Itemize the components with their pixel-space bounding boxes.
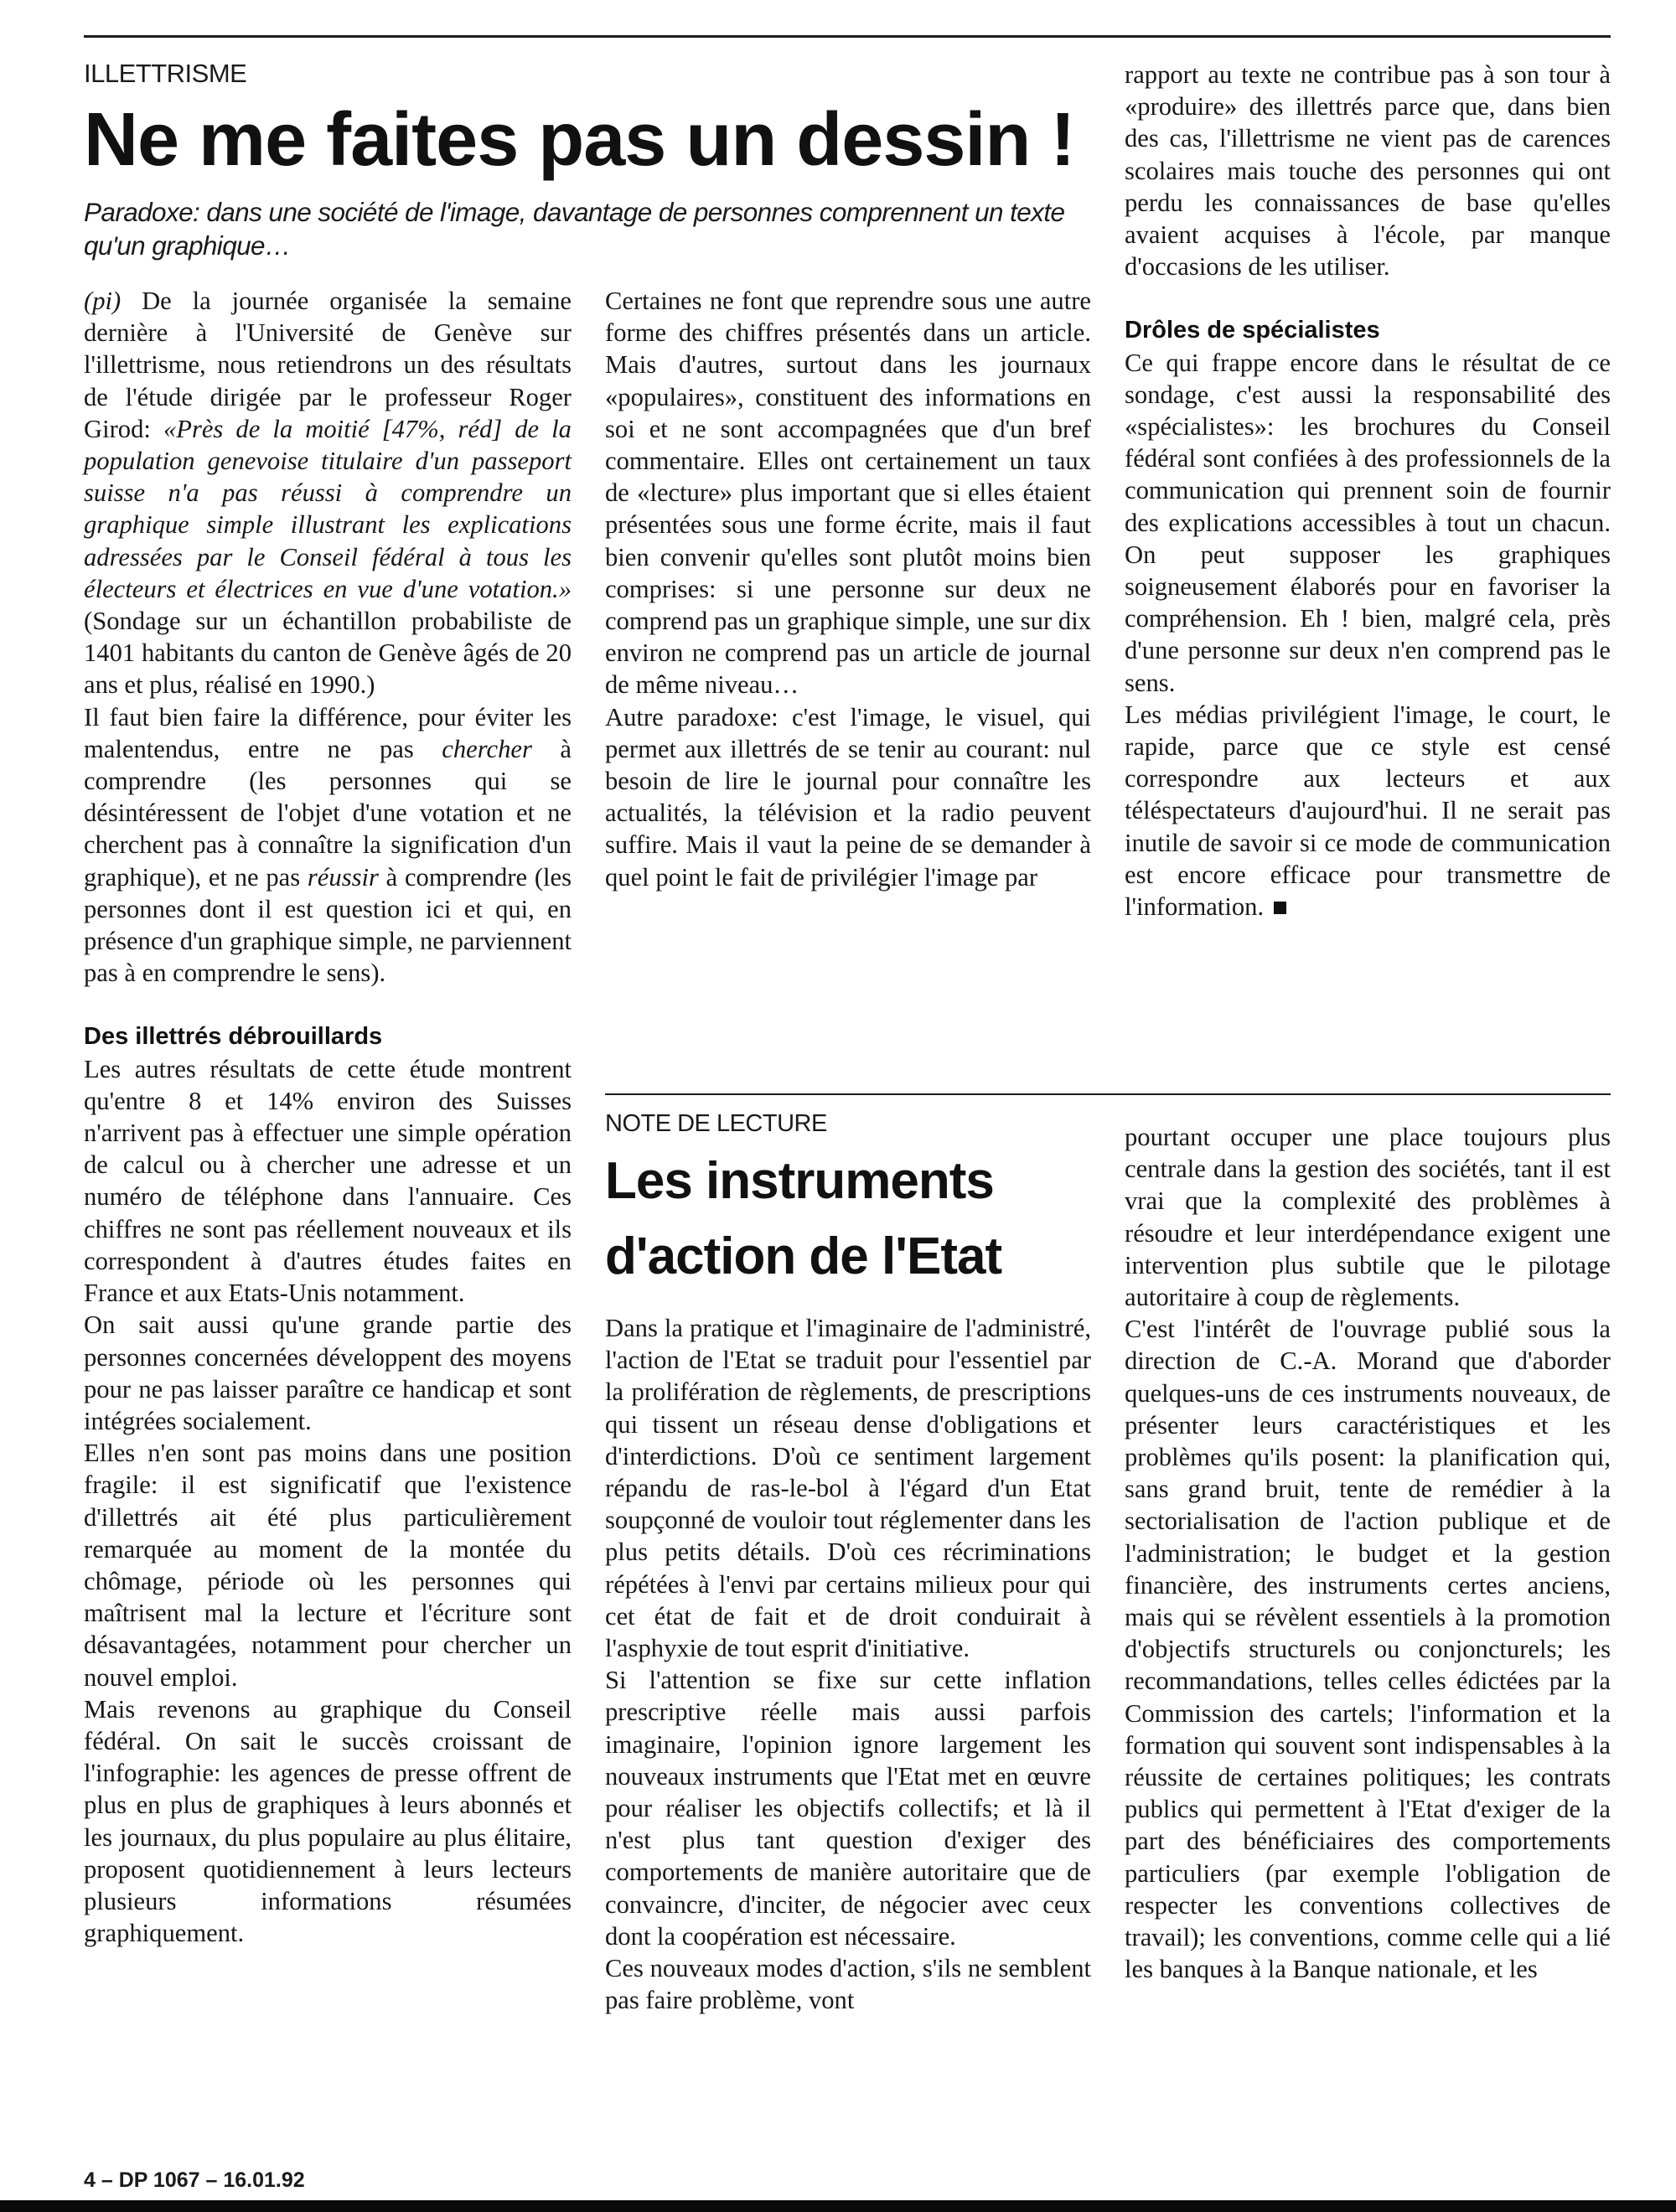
article2-title: Les instruments d'action de l'Etat: [605, 1152, 1002, 1285]
article2-kicker: NOTE DE LECTURE: [605, 1110, 827, 1137]
article1-column-3: [1125, 59, 1611, 923]
article1-col3-paragraph-2: Ce qui frappe encore dans le résultat de ce sondage, c'est aussi la responsabilité des «spécialistes»: les brochures du Conseil fédéral sont confiées à des professionnels de la communication qui prennent soin de fournir des explications accessibles à tout un chacun. On peut supposer les graphiques soigneusement élaborés pour en favoriser la compréhension. Eh ! bien, malgré cela, près d'une personne sur deux n'en comprend pas le sens.: [1125, 348, 1611, 697]
article1-title: Ne me faites pas un dessin !: [84, 98, 1075, 182]
article1-col3-paragraph-3: Les médias privilégient l'image, le court, le rapide, parce que ce style est censé correspondre aux lecteurs et aux téléspectateurs d'aujourd'hui. Il ne serait pas inutile de savoir si ce mode de communication est encore efficace pour transmettre de l'information.: [1125, 700, 1611, 922]
article1-col3-paragraph-1: rapport au texte ne contribue pas à son tour à «produire» des illettrés parce que, dans bien des cas, l'illettrisme ne vient pas de carences scolaires mais touche des personnes qui ont perdu les connaissances de base qu'elles avaient acquises à l'école, par manque d'occasions de les utiliser.: [1125, 60, 1611, 282]
subhead-droles-de-specialistes: Drôles de spécialistes: [1125, 317, 1380, 344]
article1-col1-paragraph-5: Elles n'en sont pas moins dans une position fragile: il est significatif que l'existence d'illettrés ait été plus particulièrement remarquée au moment de la montée du chômage, période où les personnes qui maîtrisent mal la lecture et l'écriture sont désavantagées, notamment pour chercher un nouvel emploi.: [84, 1439, 572, 1692]
article2-column-2: [605, 1312, 1091, 2016]
article2-col3-paragraph-2: C'est l'intérêt de l'ouvrage publié sous la direction de C.-A. Morand que d'aborder quelques-uns de ces instruments nouveaux, de présenter leurs caractéristiques et les problèmes qu'ils posent: la planification qui, sans grand bruit, tente de remédier à la sectorialisation de l'action publique et de l'administration; le budget et la gestion financière, des instruments certes anciens, mais qui se révèlent essentiels à la promotion d'objectifs structurels ou conjoncturels; les recommandations, telles celles édictées par la Commission des cartels; l'information et la formation qui souvent sont indispensables à la réussite de certaines politiques; les contrats publics qui permettent à l'Etat d'exiger de la part des bénéficiaires des comportements particuliers (par exemple l'obligation de respecter les conventions collectives de travail); les conventions, comme celle qui a lié les banques à la Banque nationale, et les: [1125, 1315, 1611, 1984]
article1-column-1: [84, 285, 572, 1949]
article1-col1-paragraph-4: On sait aussi qu'une grande partie des personnes concernées développent des moyens pour ne pas laisser paraître ce handicap et sont intégrées socialement.: [84, 1310, 572, 1435]
quote: «Près de la moitié [47%, réd] de la population genevoise titulaire d'un passeport suisse n'a pas réussi à comprendre un graphique simple illustrant les explications adressées par le Conseil fédéral à tous les électeurs et électrices en vue d'une votation.»: [84, 414, 572, 603]
article2-col2-paragraph-3: Ces nouveaux modes d'action, s'ils ne semblent pas faire problème, vont: [605, 1954, 1091, 2015]
article1-col1-paragraph-6: Mais revenons au graphique du Conseil fédéral. On sait le succès croissant de l'infographie: les agences de presse offrent de plus en plus de graphiques à leurs abonnés et les journaux, du plus populaire au plus élitaire, proposent quotidiennement à leurs lecteurs plusieurs informations résumées graphiquement.: [84, 1694, 572, 1948]
page-folio: 4 – DP 1067 – 16.01.92: [84, 2168, 305, 2192]
end-of-article-mark: [1274, 902, 1286, 914]
article2-top-rule: [605, 1093, 1611, 1095]
article2-col3-paragraph-1: pourtant occuper une place toujours plus centrale dans la gestion des sociétés, tant il est vrai que la complexité des problèmes à résoudre et leur interdépendance exigent une intervention plus subtile que le pilotage autoritaire à coup de règlements.: [1125, 1123, 1611, 1312]
article1-col2-paragraph-2: Autre paradoxe: c'est l'image, le visuel, qui permet aux illettrés de se tenir au courant: nul besoin de lire le journal pour connaître les actualités, la télévision et la radio peuvent suffire. Mais il vaut la peine de se demander à quel point le fait de privilégier l'image par: [605, 702, 1091, 892]
article2-col2-paragraph-1: Dans la pratique et l'imaginaire de l'administré, l'action de l'Etat se traduit pour l'essentiel par la prolifération de règlements, de prescriptions qui tissent un réseau dense d'obligations et d'interdictions. D'où ce sentiment largement répandu de ras-le-bol à l'égard d'un Etat soupçonné de vouloir tout réglementer dans les plus petits détails. D'où ces récriminations répétées à l'envi par certains milieux pour qui cet état de fait et de droit conduirait à l'asphyxie de tout esprit d'initiative.: [605, 1314, 1091, 1663]
article2-column-3: [1125, 1121, 1611, 1985]
article1-lead: Paradoxe: dans une société de l'image, davantage de personnes comprennent un texte qu'un graphique…: [84, 197, 1065, 261]
author-initials: (pi): [84, 287, 122, 315]
article1-col1-paragraph-3: Les autres résultats de cette étude montrent qu'entre 8 et 14% environ des Suisses n'arrivent pas à effectuer une simple opération de calcul ou à chercher une adresse et un numéro de téléphone dans l'annuaire. Ces chiffres ne sont pas réellement nouveaux et ils correspondent à d'autres études faites en France et aux Etats-Unis notamment.: [84, 1054, 572, 1308]
bottom-edge-bar: [0, 2200, 1676, 2212]
article1-col1-paragraph-2: Il faut bien faire la différence, pour éviter les malentendus, entre ne pas chercher à comprendre (les personnes qui se désintéressent de l'objet d'une votation et ne cherchent pas à connaître la signification d'un graphique), et ne pas réussir à comprendre (les personnes dont il est question ici et qui, en présence d'un graphique simple, ne parviennent pas à en comprendre le sens).: [84, 702, 572, 988]
article1-column-2: [605, 285, 1091, 893]
subhead-illettres-debrouillards: Des illettrés débrouillards: [84, 1023, 383, 1051]
article1-kicker: ILLETTRISME: [84, 59, 247, 88]
article1-col1-paragraph-1: (pi) De la journée organisée la semaine dernière à l'Université de Genève sur l'illettrisme, nous retiendrons un des résultats de l'étude dirigée par le professeur Roger Girod: «Près de la moitié [47%, réd] de la population genevoise titulaire d'un passeport suisse n'a pas réussi à comprendre un graphique simple illustrant les explications adressées par le Conseil fédéral à tous les électeurs et électrices en vue d'une votation.» (Sondage sur un échantillon probabiliste de 1401 habitants du canton de Genève âgés de 20 ans et plus, réalisé en 1990.): [84, 287, 572, 700]
article1-col2-paragraph-1: Certaines ne font que reprendre sous une autre forme des chiffres présentés dans un article. Mais d'autres, surtout dans les journaux «populaires», constituent des informations en soi et ne sont accompagnées que d'un bref commentaire. Elles ont certainement un taux de «lecture» plus important que si elles étaient présentées sous une forme écrite, mais il faut bien convenir qu'elles sont plutôt moins bien comprises: si une personne sur deux ne comprend pas un graphique simple, une sur dix environ ne comprend pas un article de journal de même niveau…: [605, 287, 1091, 700]
top-rule: [84, 35, 1611, 38]
article2-col2-paragraph-2: Si l'attention se fixe sur cette inflation prescriptive réelle mais aussi parfois imaginaire, l'opinion ignore largement les nouveaux instruments que l'Etat met en œuvre pour réaliser les objectifs collectifs; et là il n'est plus tant question d'exiger des comportements de manière autoritaire que de convaincre, d'inciter, de négocier avec ceux dont la coopération est nécessaire.: [605, 1666, 1091, 1951]
